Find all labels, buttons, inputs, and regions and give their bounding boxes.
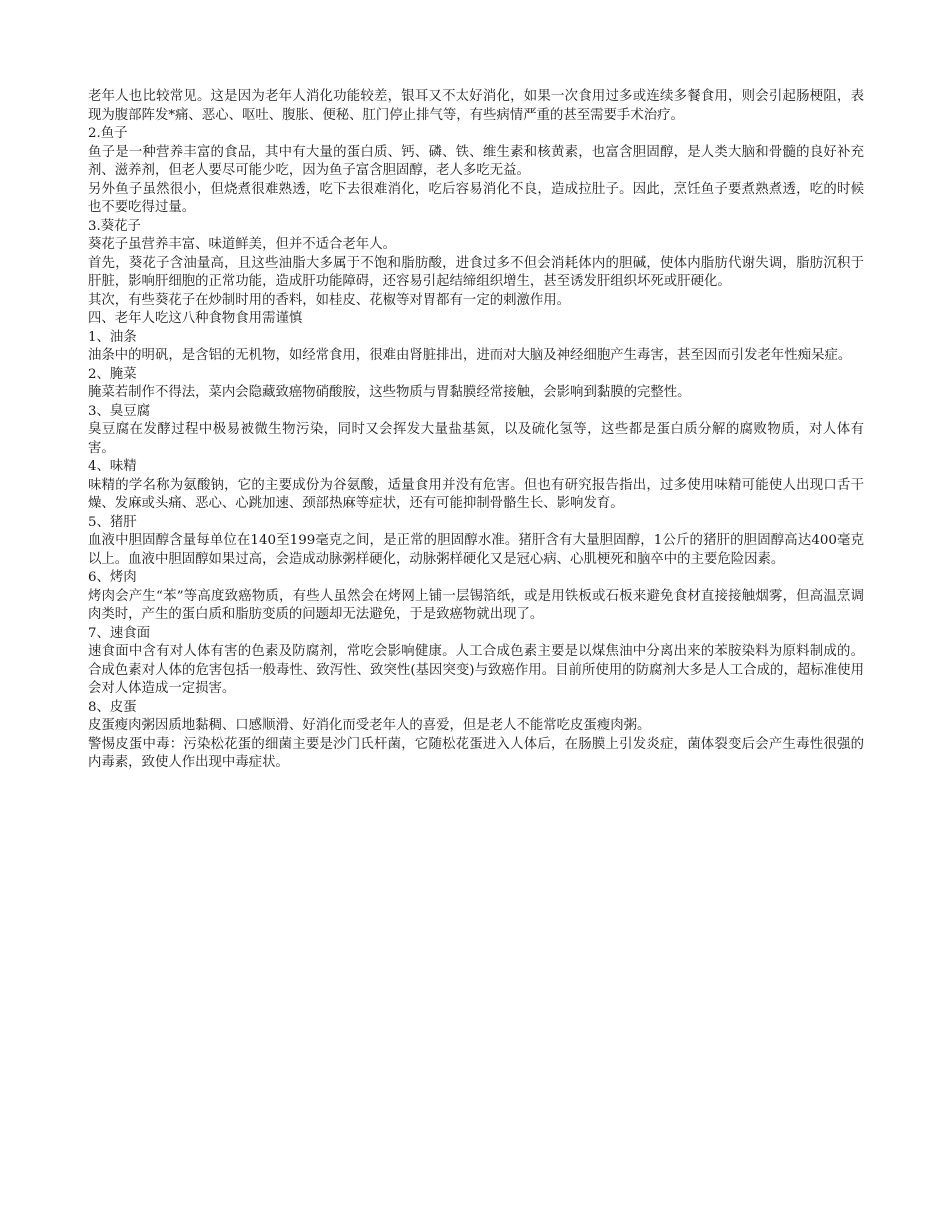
paragraph-intro-continued: 老年人也比较常见。这是因为老年人消化功能较差，银耳又不太好消化，如果一次食用过多或连续多餐食用，则会引起肠梗阻，表现为腹部阵发*痛、恶心、呕吐、腹胀、便秘、肛门停止排气等，有些病情严重的甚至需要手术治疗。 — [88, 89, 864, 123]
item-heading-bbq-meat: 6、烤肉 — [88, 570, 137, 585]
paragraph: 葵花子虽营养丰富、味道鲜美，但并不适合老年人。 — [88, 237, 396, 252]
paragraph: 烤肉会产生“苯”等高度致癌物质，有些人虽然会在烤网上铺一层锡箔纸，或是用铁板或石板来避免食材直接接触烟雾，但高温烹调肉类时，产生的蛋白质和脂肪变质的问题却无法避免，于是致癌物就出现了。 — [88, 588, 864, 622]
paragraph: 皮蛋瘦肉粥因质地黏稠、口感顺滑、好消化而受老年人的喜爱，但是老人不能常吃皮蛋瘦肉粥。 — [88, 718, 651, 733]
item-heading-pork-liver: 5、猪肝 — [88, 514, 137, 530]
item-heading-instant-noodles: 7、速食面 — [88, 625, 151, 641]
document-body — [88, 88, 864, 773]
paragraph: 首先，葵花子含油量高，且这些油脂大多属于不饱和脂肪酸，进食过多不但会消耗体内的胆碱，使体内脂肪代谢失调，脂肪沉积于肝脏，影响肝细胞的正常功能，造成肝功能障碍，还容易引起结缔组织增生，甚至诱发肝组织坏死或肝硬化。 — [88, 255, 864, 289]
item-heading-pickles: 2、腌菜 — [88, 366, 137, 382]
chapter-heading: 四、老年人吃这八种食物食用需谨慎 — [88, 311, 303, 326]
paragraph: 味精的学名称为氨酸钠，它的主要成份为谷氨酸，适量食用并没有危害。但也有研究报告指出，过多使用味精可能使人出现口舌干燥、发麻或头痛、恶心、心跳加速、颈部热麻等症状，还有可能抑制骨骼生长、影响发育。 — [88, 477, 864, 511]
paragraph: 腌菜若制作不得法，菜内会隐藏致癌物硝酸胺，这些物质与胃黏膜经常接触，会影响到黏膜的完整性。 — [88, 385, 691, 400]
item-heading-century-egg: 8、皮蛋 — [88, 699, 137, 715]
paragraph: 油条中的明矾，是含铝的无机物，如经常食用，很难由肾脏排出，进而对大脑及神经细胞产生毒害，甚至因而引发老年性痴呆症。 — [88, 348, 852, 363]
section-heading-sunflower-seeds: 3.葵花子 — [88, 218, 141, 234]
paragraph: 警惕皮蛋中毒：污染松花蛋的细菌主要是沙门氏杆菌，它随松花蛋进入人体后，在肠膜上引发炎症，菌体裂变后会产生毒性很强的内毒素，致使人作出现中毒症状。 — [88, 736, 864, 770]
paragraph: 另外鱼子虽然很小，但烧煮很难熟透，吃下去很难消化，吃后容易消化不良，造成拉肚子。因此，烹饪鱼子要煮熟煮透，吃的时候也不要吃得过量。 — [88, 181, 864, 215]
paragraph: 速食面中含有对人体有害的色素及防腐剂，常吃会影响健康。人工合成色素主要是以煤焦油中分离出来的苯胺染料为原料制成的。合成色素对人体的危害包括一般毒性、致泻性、致突性(基因突变)与致癌作用。目前所使用的防腐剂大多是人工合成的，超标准使用会对人体造成一定损害。 — [88, 644, 864, 696]
paragraph: 其次，有些葵花子在炒制时用的香料，如桂皮、花椒等对胃都有一定的刺激作用。 — [88, 292, 571, 308]
paragraph: 血液中胆固醇含量每单位在140至199毫克之间，是正常的胆固醇水准。猪肝含有大量胆固醇，1公斤的猪肝的胆固醇高达400毫克以上。血液中胆固醇如果过高，会造成动脉粥样硬化，动脉粥样硬化又是冠心病、心肌梗死和脑卒中的主要危险因素。 — [88, 533, 864, 567]
paragraph: 臭豆腐在发酵过程中极易被微生物污染，同时又会挥发大量盐基氮，以及硫化氢等，这些都是蛋白质分解的腐败物质，对人体有害。 — [88, 422, 864, 456]
paragraph: 鱼子是一种营养丰富的食品，其中有大量的蛋白质、钙、磷、铁、维生素和核黄素，也富含胆固醇，是人类大脑和骨髓的良好补充剂、滋养剂，但老人要尽可能少吃，因为鱼子富含胆固醇，老人多吃无益。 — [88, 144, 864, 178]
item-heading-youtiao: 1、油条 — [88, 329, 137, 345]
item-heading-stinky-tofu: 3、臭豆腐 — [88, 403, 151, 419]
section-heading-fish-roe: 2.鱼子 — [88, 126, 128, 141]
item-heading-msg: 4、味精 — [88, 459, 137, 474]
